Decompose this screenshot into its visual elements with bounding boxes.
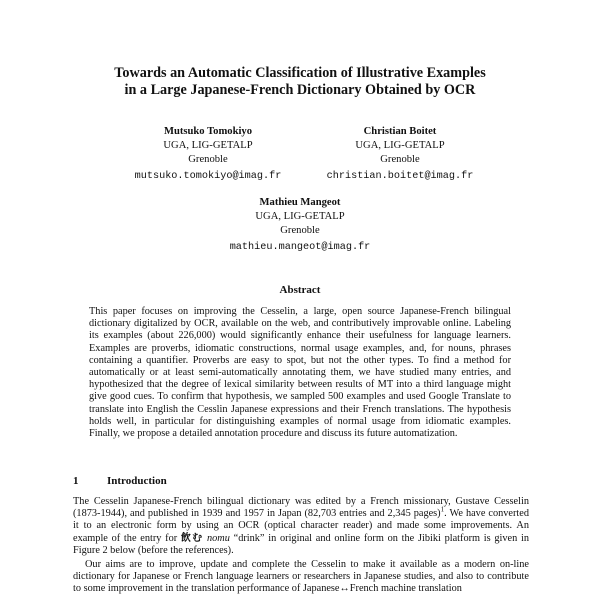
intro-text: The Cesselin Japanese-French bilingual dictionary was edited by a French missionary, Gustave Cesselin (1873-1944), and published in 1939 and 1957 in Japan (82,703 entries and 2,345 pages) bbox=[73, 496, 529, 520]
intro-paragraph: Our aims are to improve, update and complete the Cesselin to make it available as a modern on-line dictionary for Japanese or French language learners or researchers in Japanese studies, and also to contribute to some improvement in the translation performance of Japanese↔French machine translation bbox=[73, 559, 529, 595]
abstract-heading: Abstract bbox=[279, 284, 321, 296]
author-email[interactable]: mathieu.mangeot@imag.fr bbox=[229, 242, 371, 253]
author-block bbox=[200, 196, 400, 255]
author-name: Mutsuko Tomokiyo bbox=[163, 126, 253, 137]
intro-text: “drink” in original and online form on the Jibiki platform is given in Figure 2 below (before the references). bbox=[73, 532, 530, 556]
author-name: Mathieu Mangeot bbox=[259, 197, 341, 208]
introduction-body bbox=[73, 496, 529, 596]
author-affiliation: UGA, LIG-GETALP bbox=[255, 211, 345, 222]
abstract-text: This paper focuses on improving the Cesselin, a large, open source Japanese-French bilingual dictionary digitalized by OCR, available on the web, and contributively improvable online. Labeling its examples (about 226,000) would significantly enhance their usefulness for language learners. Examples are proverbs, idiomatic constructions, normal usage examples, and, for nouns, phrases containing a quantifier. Proverbs are easy to spot, but not the other types. To find a method for automatically or at least semi-automatically annotating them, we have studied many entries, and hypothesized that the degree of lexical similarity between results of MT into a third language might give good cues. To confirm that hypothesis, we sampled 500 examples and used Google Translate to translate into English the Cesslin Japanese expressions and their French translations. The hypothesis holds well, in particular for distinguishing examples of normal usage from idiomatic examples. Finally, we propose a detailed annotation procedure and discuss its future automatization. bbox=[89, 306, 511, 440]
section-title: Introduction bbox=[107, 475, 167, 487]
author-city: Grenoble bbox=[280, 225, 320, 236]
example-kanji: 飲む bbox=[180, 532, 204, 544]
footnote-mark[interactable]: 1 bbox=[440, 505, 445, 514]
author-email[interactable]: christian.boitet@imag.fr bbox=[326, 171, 474, 182]
author-block bbox=[300, 125, 500, 184]
author-block bbox=[108, 125, 308, 184]
author-name: Christian Boitet bbox=[363, 126, 437, 137]
intro-text: . We have converted it to an electronic form by using an OCR (optical character reader) and made some improvements. bbox=[73, 508, 529, 532]
author-city: Grenoble bbox=[380, 154, 420, 165]
intro-text: An example of the entry for bbox=[73, 520, 529, 544]
author-affiliation: UGA, LIG-GETALP bbox=[163, 140, 253, 151]
title-line-1: Towards an Automatic Classification of Illustrative Examples bbox=[114, 65, 486, 81]
title-line-2: in a Large Japanese-French Dictionary Obtained by OCR bbox=[124, 82, 476, 98]
author-email[interactable]: mutsuko.tomokiyo@imag.fr bbox=[134, 171, 282, 182]
section-number: 1 bbox=[73, 475, 79, 487]
author-affiliation: UGA, LIG-GETALP bbox=[355, 140, 445, 151]
author-city: Grenoble bbox=[188, 154, 228, 165]
section-heading bbox=[73, 475, 167, 487]
paper-title bbox=[60, 65, 540, 99]
intro-paragraph bbox=[73, 496, 529, 557]
example-romaji: nomu bbox=[207, 532, 230, 544]
